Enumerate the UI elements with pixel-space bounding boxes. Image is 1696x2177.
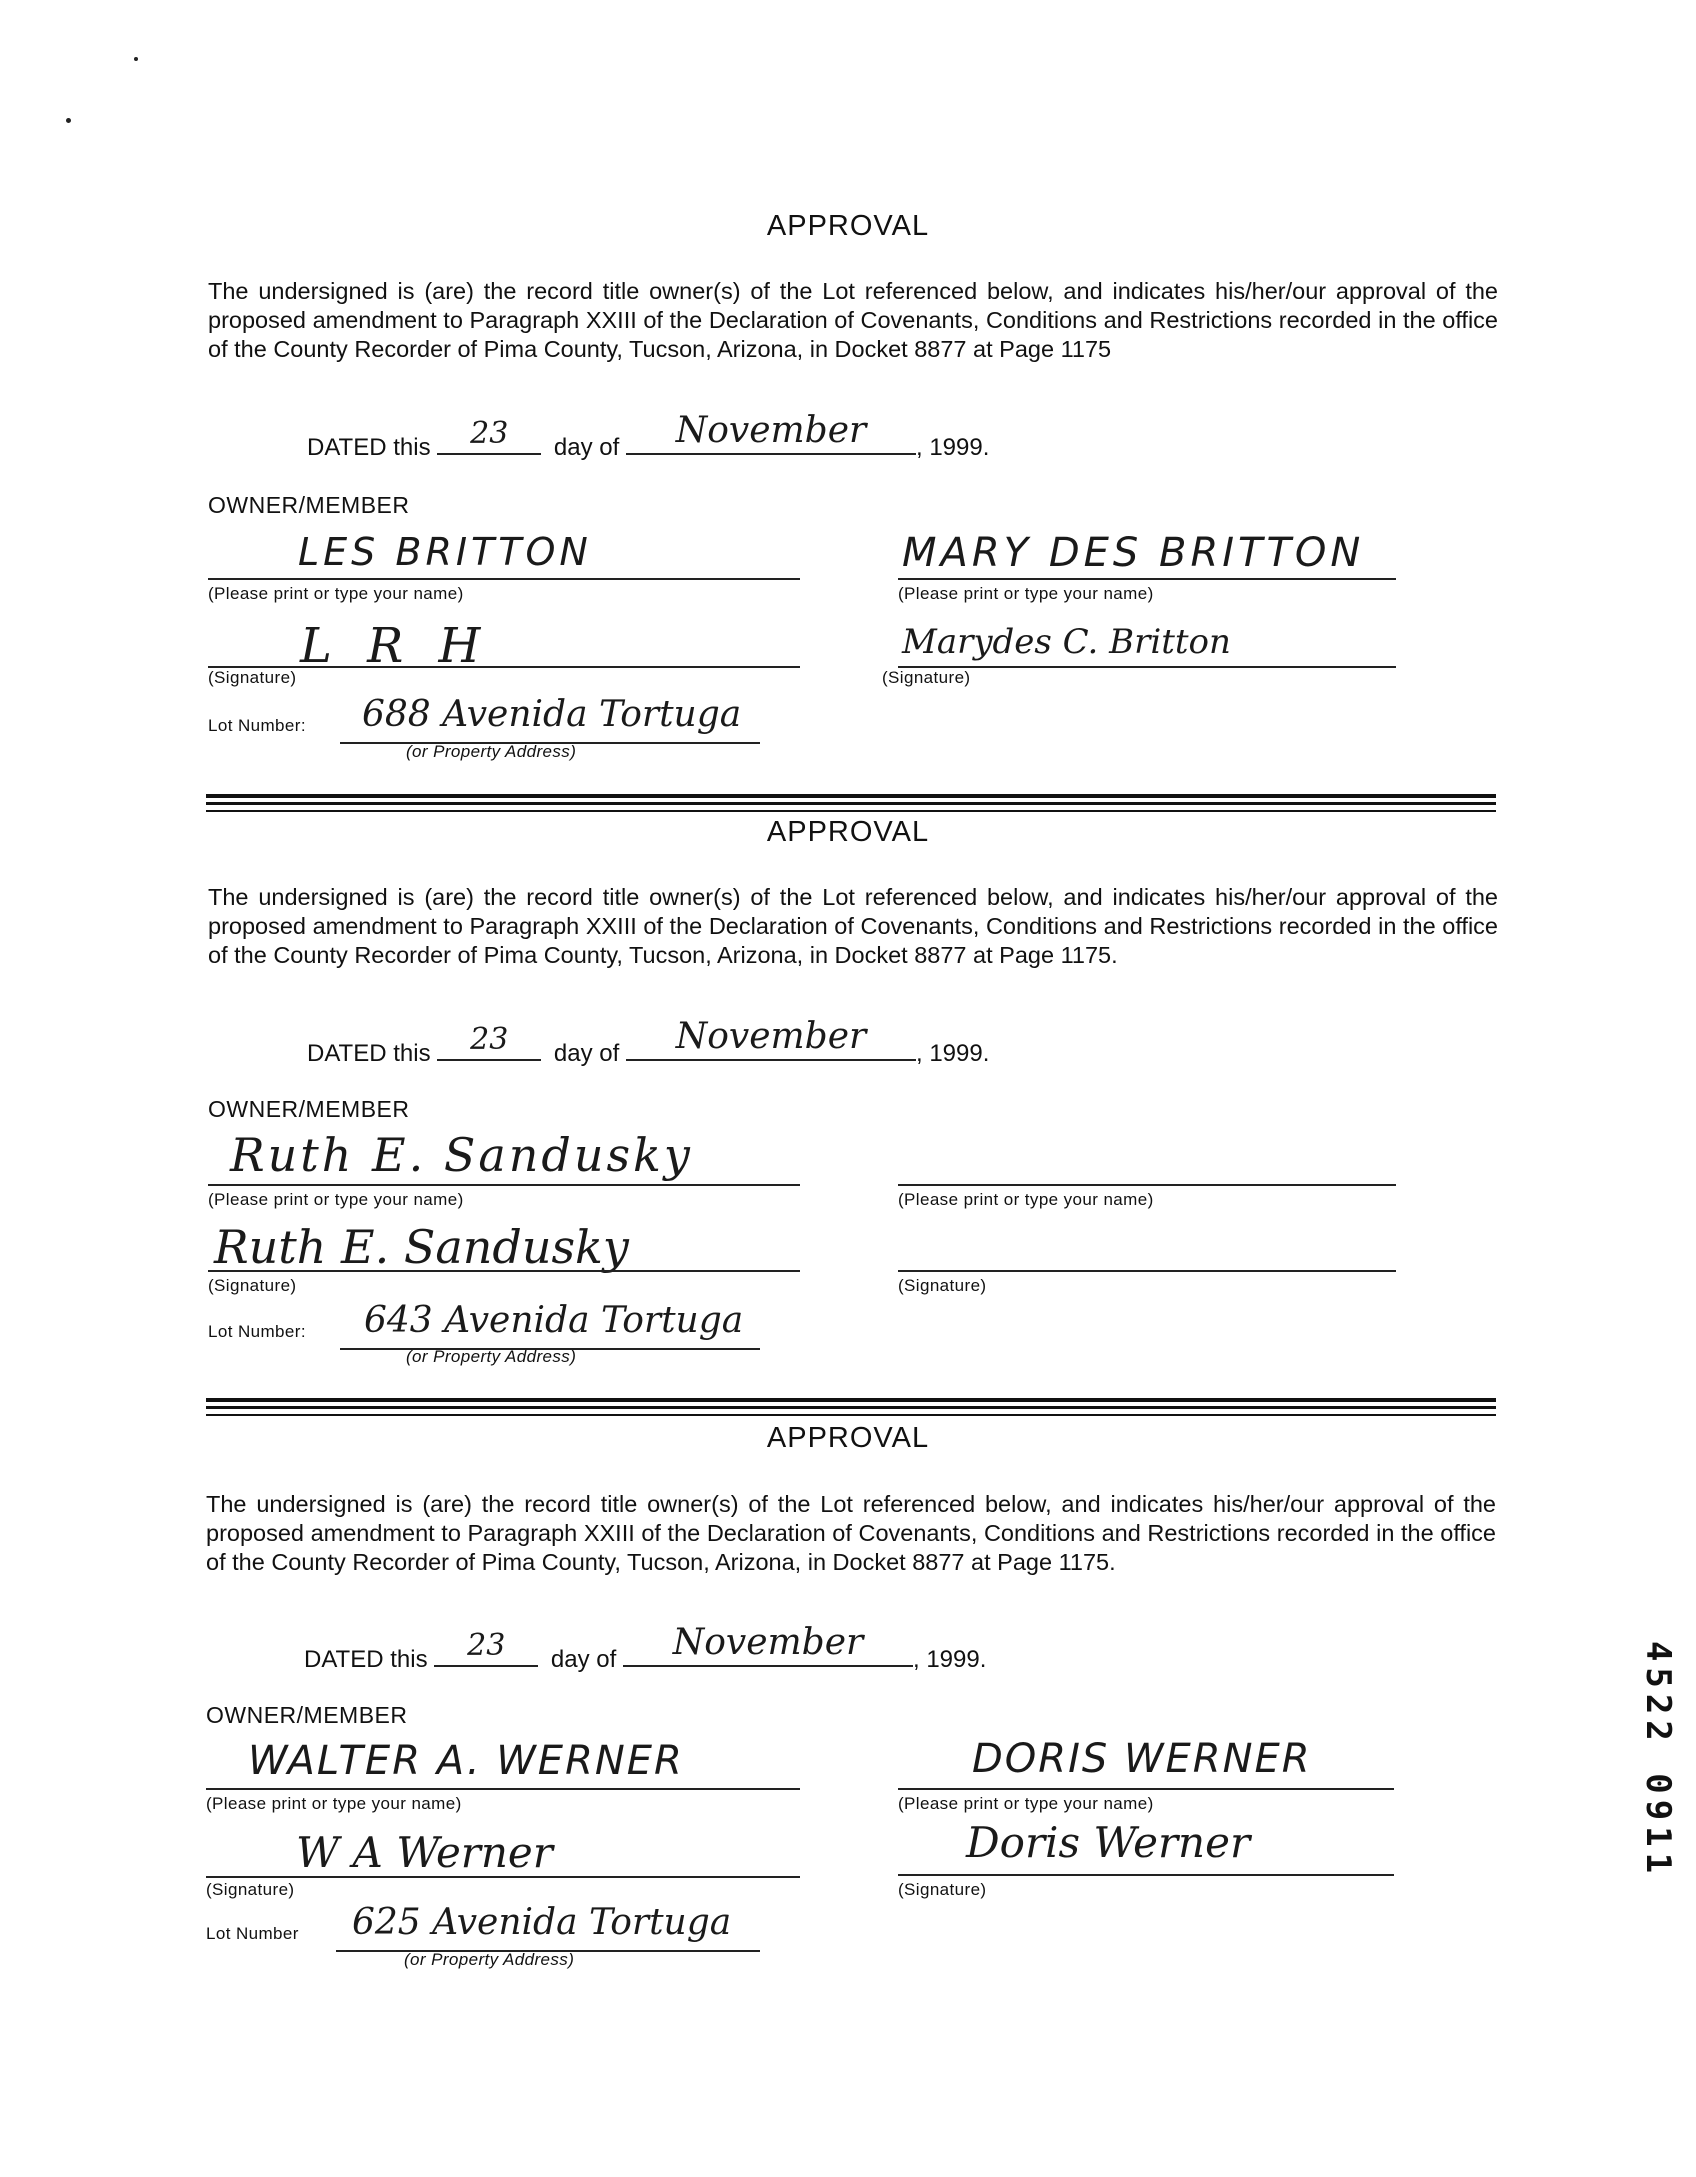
property-address-label: (or Property Address)	[406, 1347, 577, 1366]
owner1-signature-line[interactable]	[208, 666, 800, 668]
owner1-signature-line[interactable]	[208, 1270, 800, 1272]
owner2-signature: Marydes C. Britton	[902, 622, 1231, 662]
owner1-name-label: (Please print or type your name)	[206, 1794, 462, 1813]
property-address-label: (or Property Address)	[406, 742, 577, 761]
owner2-signature-label: (Signature)	[898, 1276, 987, 1295]
day-field[interactable]	[437, 416, 541, 455]
month-field[interactable]	[623, 1622, 913, 1667]
day-value: 23	[470, 416, 509, 451]
month-value: November	[675, 410, 867, 451]
owner2-signature-line[interactable]	[898, 666, 1396, 668]
owner2-name-label: (Please print or type your name)	[898, 1794, 1154, 1813]
owner1-signature-label: (Signature)	[206, 1880, 295, 1899]
section-divider	[206, 1414, 1496, 1416]
day-value: 23	[470, 1022, 509, 1057]
owner1-signature: W A Werner	[296, 1828, 553, 1877]
month-value: November	[672, 1622, 864, 1663]
owner2-signature-line[interactable]	[898, 1270, 1396, 1272]
dated-prefix: DATED this	[307, 1040, 431, 1067]
owner2-signature: Doris Werner	[966, 1818, 1251, 1867]
document-stamp	[1628, 1590, 1688, 1930]
dated-line	[307, 1016, 990, 1068]
section-paragraph: The undersigned is (are) the record title owner(s) of the Lot referenced below, and indicates his/her/our approval of the proposed amendment to Paragraph XXIII of the Declaration of Covenants, Conditions and Restrictions recorded in the office of the County Recorder of Pima County, Tucson, Arizona, in Docket 8877 at Page 1175.	[208, 884, 1498, 968]
owner2-signature-label: (Signature)	[882, 668, 971, 687]
owner1-signature-label: (Signature)	[208, 1276, 297, 1295]
owner2-name-line[interactable]	[898, 1184, 1396, 1186]
dated-line	[304, 1622, 987, 1674]
owner2-signature-label: (Signature)	[898, 1880, 987, 1899]
lot-number-value: 688 Avenida Tortuga	[362, 694, 742, 735]
section-title: APPROVAL	[766, 210, 930, 242]
owner1-printed-name: WALTER A. WERNER	[248, 1738, 684, 1784]
owner1-printed-name: Ruth E. Sandusky	[230, 1128, 693, 1182]
owner-member-label: OWNER/MEMBER	[206, 1702, 408, 1728]
owner2-name-line[interactable]	[898, 578, 1396, 580]
section-divider	[206, 1406, 1496, 1409]
owner1-name-label: (Please print or type your name)	[208, 1190, 464, 1209]
owner1-printed-name: LES BRITTON	[298, 530, 592, 574]
day-field[interactable]	[437, 1022, 541, 1061]
section-divider	[206, 810, 1496, 812]
lot-number-value: 643 Avenida Tortuga	[364, 1300, 744, 1341]
dated-prefix: DATED this	[304, 1646, 428, 1673]
owner-member-label: OWNER/MEMBER	[208, 1096, 410, 1122]
section-title: APPROVAL	[766, 1422, 930, 1454]
section-title: APPROVAL	[766, 816, 930, 848]
section-divider	[206, 802, 1496, 805]
section-paragraph: The undersigned is (are) the record title owner(s) of the Lot referenced below, and indicates his/her/our approval of the proposed amendment to Paragraph XXIII of the Declaration of Covenants, Conditions and Restrictions recorded in the office of the County Recorder of Pima County, Tucson, Arizona, in Docket 8877 at Page 1175.	[206, 1491, 1496, 1575]
owner1-name-line[interactable]	[206, 1788, 800, 1790]
day-of-label: day of	[553, 434, 620, 461]
day-value: 23	[467, 1628, 506, 1663]
lot-number-label: Lot Number:	[208, 1322, 306, 1341]
owner2-name-line[interactable]	[898, 1788, 1394, 1790]
month-field[interactable]	[626, 1016, 916, 1061]
year-label: , 1999.	[915, 434, 990, 461]
owner1-signature-line[interactable]	[206, 1876, 800, 1878]
dated-prefix: DATED this	[307, 434, 431, 461]
document-stamp-number: 4522 0911	[1638, 1640, 1678, 1880]
owner1-signature-label: (Signature)	[208, 668, 297, 687]
year-label: , 1999.	[915, 1040, 990, 1067]
owner-member-label: OWNER/MEMBER	[208, 492, 410, 518]
lot-number-value: 625 Avenida Tortuga	[352, 1902, 732, 1943]
section-paragraph: The undersigned is (are) the record title owner(s) of the Lot referenced below, and indicates his/her/our approval of the proposed amendment to Paragraph XXIII of the Declaration of Covenants, Conditions and Restrictions recorded in the office of the County Recorder of Pima County, Tucson, Arizona, in Docket 8877 at Page 1175	[208, 278, 1498, 362]
day-of-label: day of	[553, 1040, 620, 1067]
scan-speck	[66, 118, 71, 123]
property-address-label: (or Property Address)	[404, 1950, 575, 1969]
scan-speck	[134, 57, 138, 61]
owner1-name-line[interactable]	[208, 1184, 800, 1186]
owner1-signature: Ruth E. Sandusky	[214, 1220, 629, 1274]
owner1-name-label: (Please print or type your name)	[208, 584, 464, 603]
dated-line	[307, 410, 990, 462]
lot-number-label: Lot Number	[206, 1924, 299, 1943]
section-divider	[206, 1398, 1496, 1402]
owner2-name-label: (Please print or type your name)	[898, 1190, 1154, 1209]
month-value: November	[675, 1016, 867, 1057]
owner2-printed-name: MARY DES BRITTON	[902, 530, 1365, 576]
section-divider	[206, 794, 1496, 798]
owner2-printed-name: DORIS WERNER	[972, 1736, 1312, 1782]
owner1-signature: L R H	[300, 618, 491, 674]
day-field[interactable]	[434, 1628, 538, 1667]
owner1-name-line[interactable]	[208, 578, 800, 580]
lot-number-label: Lot Number:	[208, 716, 306, 735]
year-label: , 1999.	[912, 1646, 987, 1673]
owner2-signature-line[interactable]	[898, 1874, 1394, 1876]
month-field[interactable]	[626, 410, 916, 455]
day-of-label: day of	[550, 1646, 617, 1673]
owner2-name-label: (Please print or type your name)	[898, 584, 1154, 603]
